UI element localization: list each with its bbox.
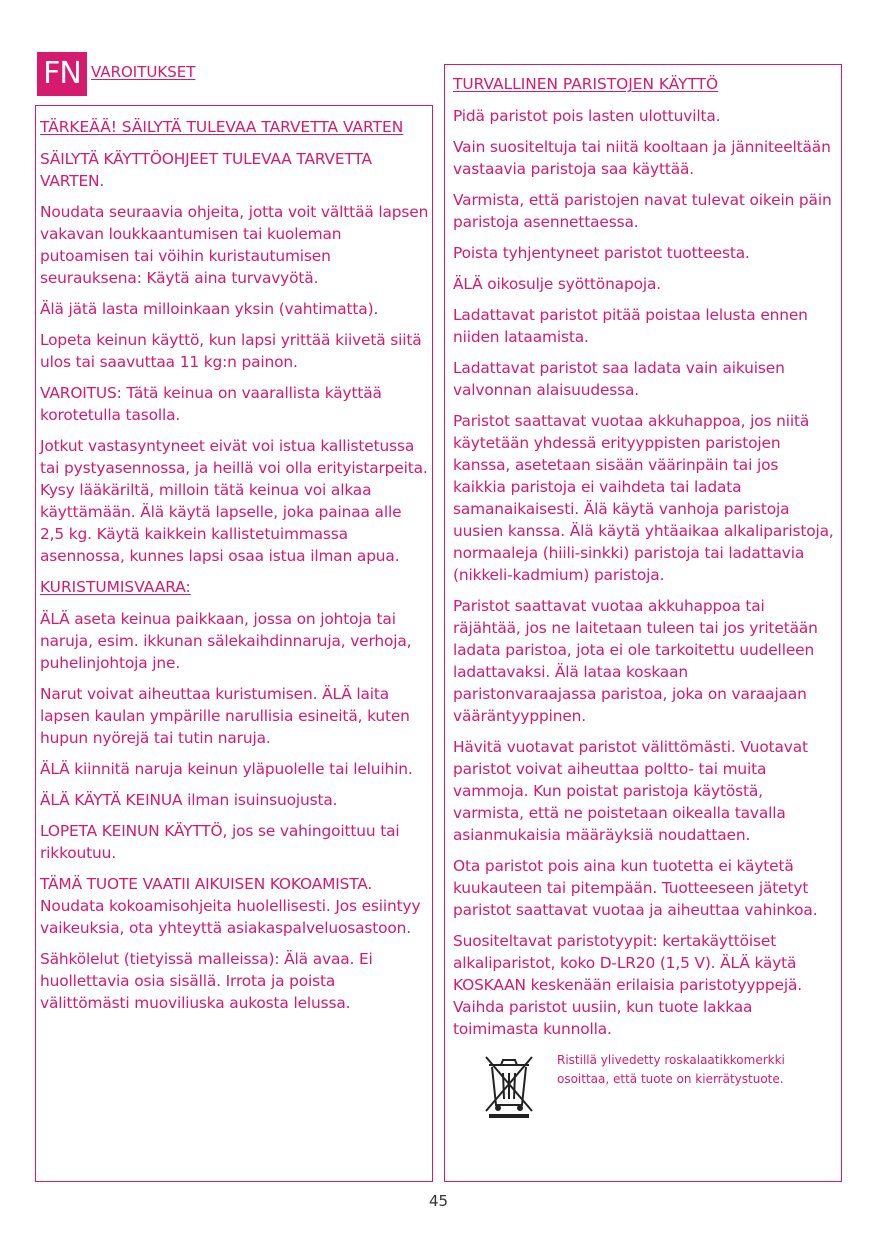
warning-paragraph: SÄILYTÄ KÄYTTÖOHJEET TULEVAA TARVETTA VARTEN.	[40, 150, 372, 190]
right-battery-box	[444, 64, 842, 1182]
strangulation-heading: KURISTUMISVAARA:	[40, 578, 191, 596]
battery-safety-heading: TURVALLINEN PARISTOJEN KÄYTTÖ	[453, 75, 719, 93]
battery-paragraph: Ladattavat paristot pitää poistaa lelusta ennen niiden lataamista.	[453, 306, 808, 346]
battery-paragraph: Suositeltavat paristotyypit: kertakäyttöiset alkaliparistot, koko D-LR20 (1,5 V). ÄLÄ käytä KOSKAAN keskenään erilaisia paristotyyppejä. Vaihda paristot uusiin, kun tuote lakkaa toimimasta kunnolla.	[453, 932, 802, 1038]
warning-paragraph: ÄLÄ kiinnitä naruja keinun yläpuolelle tai leluihin.	[40, 760, 413, 778]
language-badge: FN	[37, 52, 87, 96]
battery-paragraph: Vain suositeltuja tai niitä kooltaan ja jänniteeltään vastaavia paristoja saa käyttää.	[453, 138, 831, 178]
battery-paragraph: Paristot saattavat vuotaa akkuhappoa tai räjähtää, jos ne laitetaan tuleen tai jos yritetään ladata paristoa, jota ei ole tarkoitettu uudelleen ladattavaksi. Älä lataa koskaan paristonvaraajassa paristoa, joka on varaajaan vääräntyyppinen.	[453, 597, 818, 725]
warning-paragraph: Jotkut vastasyntyneet eivät voi istua kallistetussa tai pystyasennossa, ja heillä voi olla erityistarpeita. Kysy lääkäriltä, milloin tätä keinua voi alkaa käyttämään. Älä käytä lapselle, joka painaa alle 2,5 kg. Käytä kaikkein kallistetuimmassa asennossa, kunnes lapsi osaa istua ilman apua.	[40, 437, 428, 565]
warning-paragraph: TÄMÄ TUOTE VAATII AIKUISEN KOKOAMISTA. Noudata kokoamisohjeita huolellisesti. Jos esiintyy vaikeuksia, ota yhteyttä asiakaspalveluosastoon.	[40, 875, 421, 937]
warning-paragraph: Älä jätä lasta milloinkaan yksin (vahtimatta).	[40, 300, 379, 318]
crossed-out-wheelie-bin-icon	[481, 1053, 537, 1119]
warning-paragraph: Narut voivat aiheuttaa kuristumisen. ÄLÄ laita lapsen kaulan ympärille narullisia esineitä, kuten hupun nyörejä tai tutin naruja.	[40, 685, 410, 747]
section-title: VAROITUKSET	[91, 63, 196, 81]
recycling-notice	[453, 1049, 835, 1119]
battery-paragraph: Paristot saattavat vuotaa akkuhappoa, jos niitä käytetään yhdessä erityyppisten paristojen kanssa, asetetaan sisään väärinpäin tai jos kaikkia paristoja ei vaihdeta tai ladata samanaikaisesti. Älä käytä vanhoja paristoja uusien kanssa. Älä käytä yhtäaikaa alkaliparistoja, normaaleja (hiili-sinkki) paristoja tai ladattavia (nikkeli-kadmium) paristoja.	[453, 412, 834, 584]
warning-paragraph: ÄLÄ KÄYTÄ KEINUA ilman isuinsuojusta.	[40, 791, 338, 809]
left-warnings-box	[35, 105, 433, 1182]
battery-paragraph: Hävitä vuotavat paristot välittömästi. Vuotavat paristot voivat aiheuttaa poltto- tai muita vammoja. Kun poistat paristoja käytöstä, varmista, että ne poistetaan oikealla tavalla asianmukaisia määräyksiä noudattaen.	[453, 738, 808, 844]
page-number: 45	[428, 1192, 449, 1210]
warning-paragraph: ÄLÄ aseta keinua paikkaan, jossa on johtoja tai naruja, esim. ikkunan sälekaihdinnaruja, verhoja, puhelinjohtoja jne.	[40, 610, 412, 672]
warning-paragraph: Sähkölelut (tietyissä malleissa): Älä avaa. Ei huollettavia osia sisällä. Irrota ja poista välittömästi muoviliuska aukosta lelussa.	[40, 950, 373, 1012]
important-heading: TÄRKEÄÄ! SÄILYTÄ TULEVAA TARVETTA VARTEN	[40, 118, 404, 136]
recycling-note-text: Ristillä ylivedetty roskalaatikkomerkki osoittaa, että tuote on kierrätystuote.	[557, 1053, 785, 1086]
battery-paragraph: Ladattavat paristot saa ladata vain aikuisen valvonnan alaisuudessa.	[453, 359, 785, 399]
battery-paragraph: Ota paristot pois aina kun tuotetta ei käytetä kuukauteen tai pitempään. Tuotteeseen jätetyt paristot saattavat vuotaa ja aiheuttaa vahinkoa.	[453, 857, 818, 919]
warning-paragraph: Noudata seuraavia ohjeita, jotta voit välttää lapsen vakavan loukkaantumisen tai kuoleman putoamisen tai vöihin kuristautumisen seurauksena: Käytä aina turvavyötä.	[40, 203, 429, 287]
battery-paragraph: Varmista, että paristojen navat tulevat oikein päin paristoja asennettaessa.	[453, 191, 832, 231]
warning-paragraph: Lopeta keinun käyttö, kun lapsi yrittää kiivetä siitä ulos tai saavuttaa 11 kg:n painon.	[40, 331, 422, 371]
battery-paragraph: Poista tyhjentyneet paristot tuotteesta.	[453, 244, 750, 262]
warning-paragraph: LOPETA KEINUN KÄYTTÖ, jos se vahingoittuu tai rikkoutuu.	[40, 822, 400, 862]
warning-paragraph: VAROITUS: Tätä keinua on vaarallista käyttää korotetulla tasolla.	[40, 384, 382, 424]
battery-paragraph: ÄLÄ oikosulje syöttönapoja.	[453, 275, 661, 293]
battery-paragraph: Pidä paristot pois lasten ulottuvilta.	[453, 107, 721, 125]
